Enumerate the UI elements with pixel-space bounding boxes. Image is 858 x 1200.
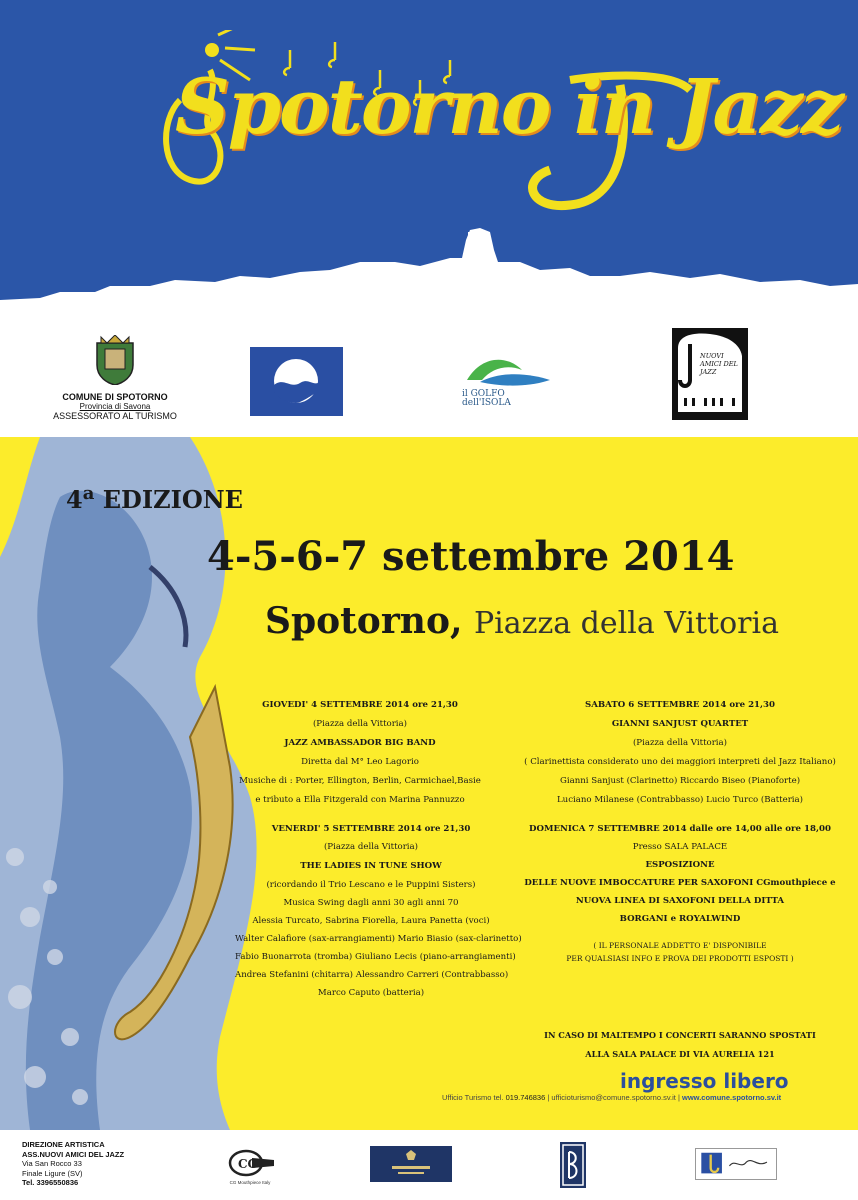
contact-website[interactable]: www.comune.spotorno.sv.it [682,1093,782,1102]
comune-di-spotorno-logo [45,335,185,430]
cg-mouthpiece-logo [222,1146,278,1190]
free-entry-label: ingresso libero [620,1069,789,1093]
event-date: GIOVEDI' 4 SETTEMBRE 2014 ore 21,30 [262,700,458,710]
event-title: THE LADIES IN TUNE SHOW [300,861,442,871]
program-thursday [235,696,485,810]
event-detail: NUOVA LINEA DI SAXOFONI DELLA DITTA [575,896,785,906]
royalwind-sax-icon [696,1149,776,1179]
note-line: PER QUALSIASI INFO E PROVA DEI PRODOTTI ESPOSTI ) [566,954,794,963]
program-saturday [510,696,850,810]
event-title: JAZZ AMBASSADOR BIG BAND [284,738,436,748]
event-date: DOMENICA 7 SETTEMBRE 2014 dalle ore 14,00 alle ore 18,00 [529,824,831,834]
event-detail: ( Clarinettista considerato uno dei maggiori interpreti del Jazz Italiano) [524,757,836,767]
event-detail: Walter Calafiore (sax-arrangiamenti) Mario Biasio (sax-clarinetto) [235,934,522,944]
event-detail: Luciano Milanese (Contrabbasso) Lucio Turco (Batteria) [556,795,804,805]
nuovi-amici-del-jazz-logo [672,328,748,420]
notice-line: IN CASO DI MALTEMPO I CONCERTI SARANNO SPOSTATI [544,1030,816,1040]
event-detail: DELLE NUOVE IMBOCCATURE PER SAXOFONI CGmouthpiece e [524,878,836,888]
event-detail: Musica Swing dagli anni 30 agli anni 70 [283,898,459,908]
municipal-crest-icon [93,335,137,385]
blue-flag-logo [250,347,343,416]
golfo-text: il GOLFO dell'ISOLA [462,389,511,408]
event-venue: Presso SALA PALACE [632,842,728,852]
event-date: SABATO 6 SETTEMBRE 2014 ore 21,30 [585,700,775,710]
venue-heading [265,600,779,642]
note-line: ( IL PERSONALE ADDETTO E' DISPONIBILE [593,941,767,950]
festival-logo-text: Spotorno in Jazz [175,62,843,151]
mouthpiece-icon [222,1146,278,1180]
borgani-emblem-icon [560,1142,586,1188]
svg-text:CG: CG [238,1157,258,1171]
event-venue: (Piazza della Vittoria) [632,738,728,748]
staff-note [510,939,850,965]
contact-line [442,1093,781,1102]
event-title: GIANNI SANJUST QUARTET [611,719,749,729]
artistic-direction-credits: DIREZIONE ARTISTICA ASS.NUOVI AMICI DEL JAZZ Via San Rocco 33 Finale Ligure (SV) Tel. 3396550836 [22,1140,125,1187]
royalwind-logo [695,1148,777,1180]
wave-icon [462,350,552,390]
edition-ordinal: a [82,483,95,504]
event-detail: (ricordando il Trio Lescano e le Puppini Sisters) [266,880,476,890]
festival-dates: 4-5-6-7 settembre 2014 [207,533,735,580]
event-detail: Fabio Buonarrota (tromba) Giuliano Lecis (piano-arrangiamenti) [235,952,516,962]
golfo-dell-isola-logo [462,350,552,412]
program-sunday [510,820,850,928]
event-detail: Diretta dal M° Leo Lagorio [301,757,419,767]
contact-phone: 019.746836 [505,1093,546,1102]
edition-word: EDIZIONE [102,485,243,514]
blue-flag-icon [250,347,343,416]
notice-line: ALLA SALA PALACE DI VIA AURELIA 121 [585,1049,775,1059]
event-detail: Andrea Stefanini (chitarra) Alessandro Carreri (Contrabbasso) [235,970,509,980]
edition-number: 4 [66,485,83,514]
footer [0,1130,858,1200]
sponsor-logos-strip [0,320,858,438]
event-detail: Gianni Sanjust (Clarinetto) Riccardo Biseo (Pianoforte) [559,776,801,786]
edition-heading [66,483,243,514]
borgani-logo [560,1142,586,1188]
event-venue: (Piazza della Vittoria) [323,842,419,852]
weather-notice [510,1026,850,1064]
contact-email[interactable]: | ufficioturismo@comune.spotorno.sv.it | [547,1093,680,1102]
comune-province: Provincia di Savona [79,402,151,411]
mouthpiece-caption: CG Mouthpiece Italy [229,1180,271,1185]
venue-square: Piazza della Vittoria [473,606,779,641]
hotel-sponsor-logo [370,1146,452,1182]
event-title: ESPOSIZIONE [645,860,715,870]
event-detail: e tributo a Ella Fitzgerald con Marina Pannuzzo [255,795,465,805]
program-friday [235,820,522,1002]
comune-office: ASSESSORATO AL TURISMO [53,411,177,421]
comune-name: COMUNE DI SPOTORNO [62,392,168,402]
event-venue: (Piazza della Vittoria) [312,719,408,729]
event-date: VENERDI' 5 SETTEMBRE 2014 ore 21,30 [271,824,471,834]
contact-prefix: Ufficio Turismo tel. [442,1093,504,1102]
event-detail: Marco Caputo (batteria) [317,988,425,998]
event-detail: Alessia Turcato, Sabrina Fiorella, Laura Panetta (voci) [252,916,490,926]
venue-town: Spotorno, [265,600,463,642]
event-detail: Musiche di : Porter, Ellington, Berlin, Carmichael,Basie [239,776,481,786]
poster-body [0,437,858,1130]
amici-logo-text: NUOVI AMICI DEL JAZZ [700,352,738,376]
hotel-crown-icon [370,1146,452,1182]
header-banner [0,0,858,330]
event-detail: BORGANI e ROYALWIND [619,914,741,924]
